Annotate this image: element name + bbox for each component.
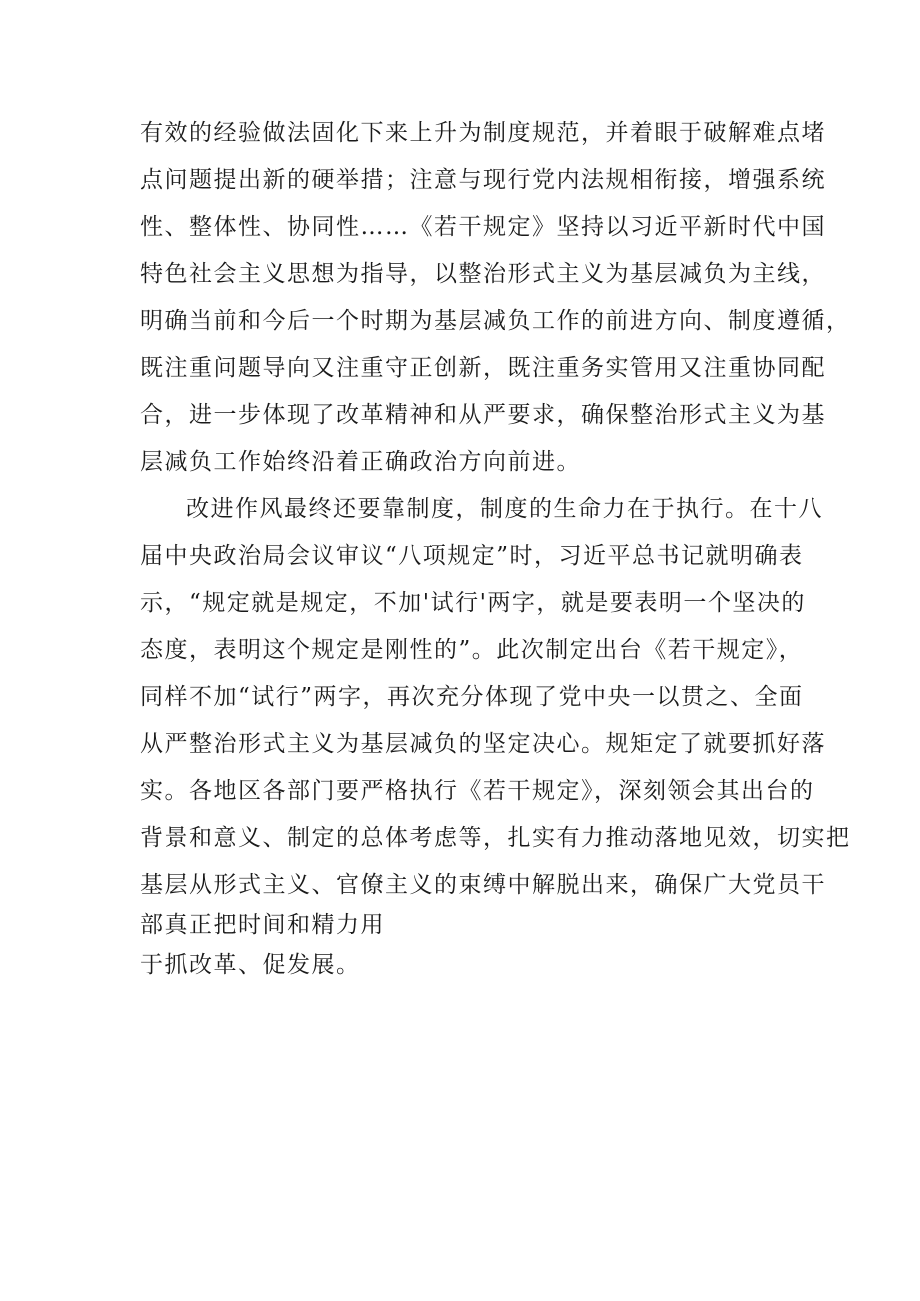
document-body <box>140 110 851 989</box>
paragraph-1-line: 合，进一步体现了改革精神和从严要求，确保整治形式主义为基 <box>140 402 826 428</box>
paragraph-2-line: 同样不加“试行”两字，再次充分体现了党中央一以贯之、全面 <box>140 684 804 710</box>
paragraph-2-line: 于抓改革、促发展。 <box>140 952 361 978</box>
paragraph-2 <box>140 486 851 989</box>
paragraph-1-line: 有效的经验做法固化下来上升为制度规范，并着眼于破解难点堵 <box>140 120 826 146</box>
paragraph-2-line: 改进作风最终还要靠制度，制度的生命力在于执行。在十八 <box>186 496 823 522</box>
paragraph-2-line: 示，“规定就是规定，不加'试行'两字，就是要表明一个坚决的 <box>140 590 806 616</box>
paragraph-1-line: 点问题提出新的硬举措；注意与现行党内法规相衔接，增强系统 <box>140 167 826 193</box>
paragraph-1 <box>140 110 851 486</box>
paragraph-1-line: 特色社会主义思想为指导，以整治形式主义为基层减负为主线， <box>140 261 826 287</box>
paragraph-2-line: 届中央政治局会议审议“八项规定”时，习近平总书记就明确表 <box>140 543 804 569</box>
paragraph-1-line: 明确当前和今后一个时期为基层减负工作的前进方向、制度遵循， <box>140 308 851 334</box>
paragraph-2-line: 从严整治形式主义为基层减负的坚定决心。规矩定了就要抓好落 <box>140 731 826 757</box>
paragraph-2-line: 部真正把时间和精力用 <box>140 912 385 938</box>
paragraph-1-line: 层减负工作始终沿着正确政治方向前进。 <box>140 449 581 475</box>
paragraph-1-line: 性、整体性、协同性……《若干规定》坚持以习近平新时代中国 <box>140 214 826 240</box>
paragraph-2-line: 基层从形式主义、官僚主义的束缚中解脱出来，确保广大党员干 <box>140 872 826 898</box>
paragraph-2-line: 实。各地区各部门要严格执行《若干规定》，深刻领会其出台的 <box>140 778 815 804</box>
paragraph-1-line: 既注重问题导向又注重守正创新，既注重务实管用又注重协同配 <box>140 355 826 381</box>
paragraph-2-line: 背景和意义、制定的总体考虑等，扎实有力推动落地见效，切实把 <box>140 825 851 851</box>
paragraph-2-line: 态度，表明这个规定是刚性的”。此次制定出台《若干规定》， <box>140 637 804 663</box>
